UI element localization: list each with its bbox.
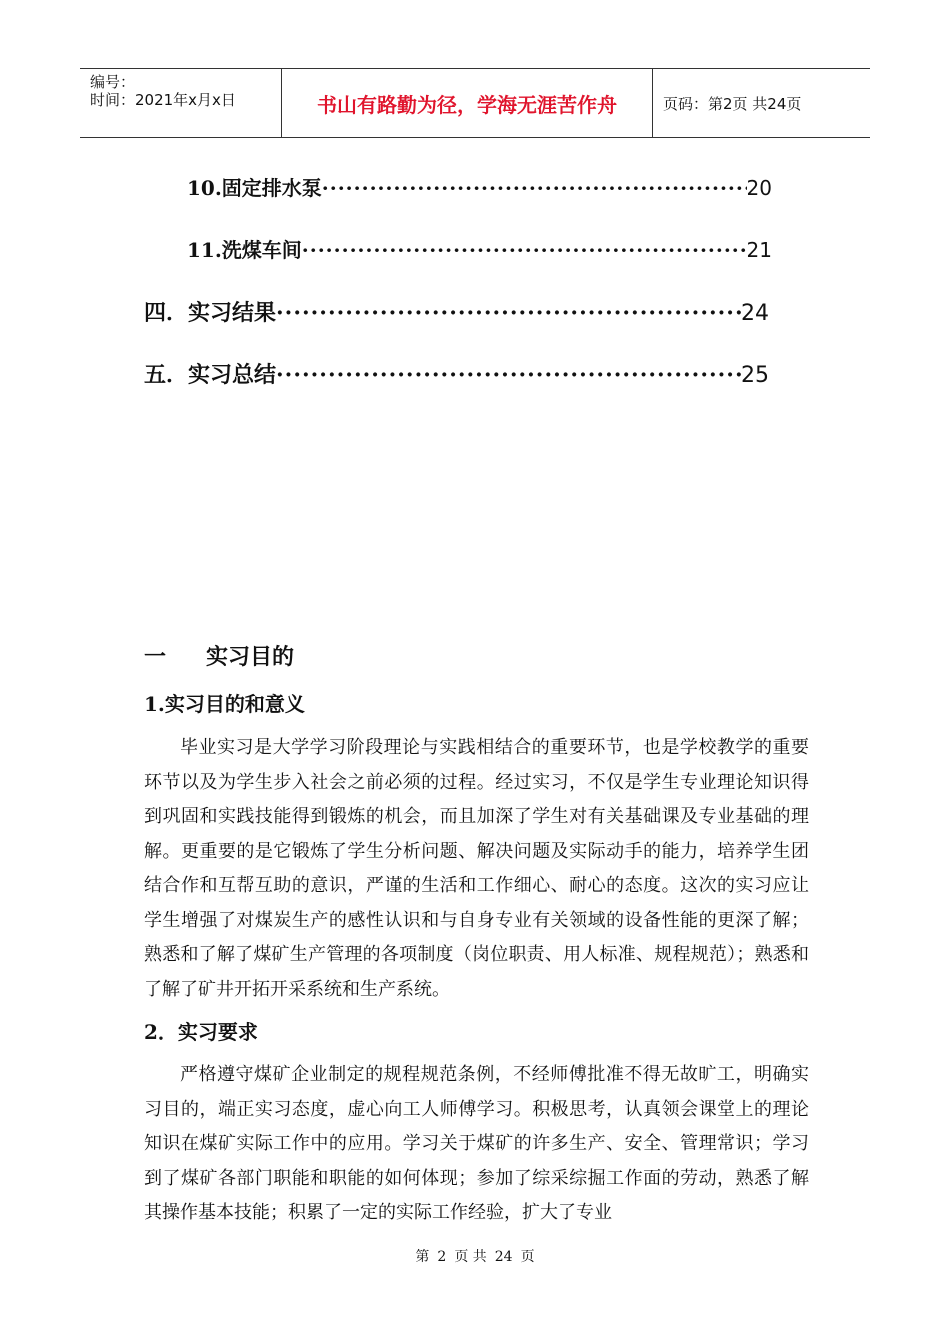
toc-entry-page: 24 — [741, 301, 769, 326]
doc-id-label: 编号： — [90, 73, 136, 91]
body-paragraph: 严格遵守煤矿企业制定的规程规范条例，不经师傅批准不得无故旷工，明确实习目的，端正实习态度，虚心向工人师傅学习。积极思考，认真领会课堂上的理论知识在煤矿实际工作中的应用。学习关于煤矿的许多生产、安全、管理常识；学习到了煤矿各部门职能和职能的如何体现；参加了综采综掘工作面的劳动，熟悉了解其操作基本技能；积累了一定的实际工作经验，扩大了专业 — [144, 1064, 809, 1223]
doc-time-label: 时间：2021年x月x日 — [90, 91, 236, 109]
footer-prefix: 第 — [415, 1249, 430, 1265]
toc-entry[interactable] — [144, 358, 769, 389]
footer-suffix: 页 — [520, 1249, 535, 1265]
page-footer — [0, 1246, 950, 1266]
footer-total: 24 — [494, 1249, 513, 1265]
toc-entry[interactable] — [144, 296, 769, 327]
section-number: 一 — [144, 644, 167, 670]
toc-leader-dots — [322, 176, 747, 200]
toc-entry-title: 五．实习总结 — [144, 362, 277, 388]
section-title: 实习目的 — [206, 644, 295, 670]
toc-entry-title: 11.洗煤车间 — [187, 238, 302, 262]
header-page-info: 页码：第2页 共24页 — [663, 94, 802, 113]
footer-page: 2 — [437, 1249, 447, 1265]
toc-entry[interactable] — [187, 234, 772, 263]
toc-entry-page: 25 — [741, 363, 769, 388]
toc-entry-page: 20 — [746, 176, 772, 200]
toc-leader-dots — [302, 238, 747, 262]
toc-entry-title: 10.固定排水泵 — [187, 176, 322, 200]
body-paragraph: 毕业实习是大学学习阶段理论与实践相结合的重要环节，也是学校教学的重要环节以及为学生步入社会之前必须的过程。经过实习，不仅是学生专业理论知识得到巩固和实践技能得到锻炼的机会，而且加深了学生对有关基础课及专业基础的理解。更重要的是它锻炼了学生分析问题、解决问题及实际动手的能力，培养学生团结合作和互帮互助的意识，严谨的生活和工作细心、耐心的态度。这次的实习应让学生增强了对煤炭生产的感性认识和与自身专业有关领域的设备性能的更深了解；熟悉和了解了煤矿生产管理的各项制度（岗位职责、用人标准、规程规范）；熟悉和了解了矿井开拓开采系统和生产系统。 — [144, 737, 809, 1000]
subsection-heading: 1.实习目的和意义 — [144, 692, 305, 716]
subsection-heading: 2．实习要求 — [144, 1020, 258, 1044]
header-motto: 书山有路勤为径，学海无涯苦作舟 — [282, 69, 653, 137]
section-heading — [144, 640, 294, 671]
toc-leader-dots — [276, 300, 741, 326]
toc-entry-page: 21 — [746, 238, 772, 262]
toc-entry[interactable] — [187, 172, 772, 201]
page-header — [80, 68, 870, 138]
toc-leader-dots — [276, 362, 741, 388]
header-meta — [80, 69, 282, 137]
toc-entry-title: 四．实习结果 — [144, 300, 277, 326]
footer-mid: 页 共 — [454, 1249, 487, 1265]
